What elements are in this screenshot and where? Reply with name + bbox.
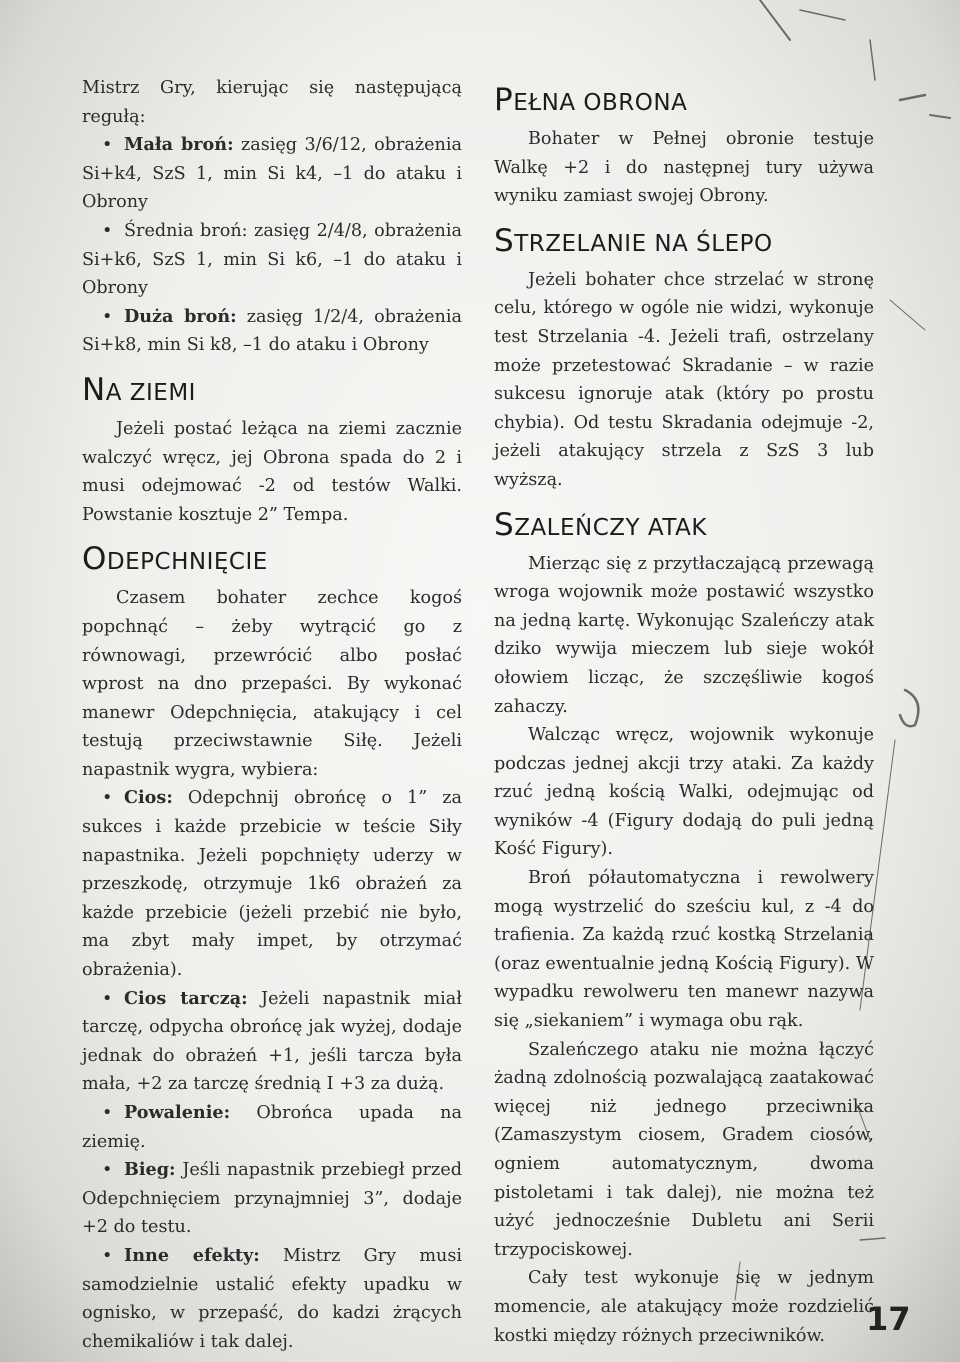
heading-initial: N: [82, 371, 106, 408]
right-column: [494, 74, 874, 1350]
item-label: Cios:: [124, 787, 173, 809]
heading-rest: EŁNA OBRONA: [513, 90, 688, 116]
heading-strzelanie: [494, 222, 874, 260]
item-label: Inne efekty:: [124, 1244, 260, 1266]
list-item: [82, 784, 462, 984]
item-label: Powalenie:: [124, 1102, 231, 1123]
heading-rest: A ZIEMI: [105, 379, 196, 406]
item-text: zasięg 3/6/12, obrażenia Si+k4, SzS 1, min Si k4, –1 do ataku i Obrony: [82, 135, 462, 213]
list-item: [82, 985, 462, 1099]
scratch-line: [900, 95, 925, 100]
item-text: Jeśli napastnik przebiegł przed Odepchnięciem przynajmniej 3”, dodaje +2 do testu.: [82, 1160, 462, 1238]
item-label: Cios tarczą:: [124, 987, 248, 1009]
heading-rest: TRZELANIE NA ŚLEPO: [514, 230, 773, 257]
heading-initial: S: [494, 506, 515, 543]
heading-rest: DEPCHNIĘCIE: [106, 549, 268, 576]
heading-odepchniecie: [82, 543, 462, 578]
szalenczy-paragraph: Broń półautomatyczna i rewolwery mogą wystrzelić do sześciu kul, z -4 do trafienia. Za każdą rzuć kostką Strzelania (oraz ewentualnie jedną Kością Figury). W wypadku rewolweru ten manewr nazywa się „siekaniem” i wymaga obu rąk.: [494, 868, 874, 1032]
heading-rest: ZALEŃCZY ATAK: [514, 514, 707, 541]
list-item: [82, 303, 462, 360]
list-item: [82, 131, 462, 217]
szalenczy-paragraph: Cały test wykonuje się w jednym momencie, ale atakujący może rozdzielić kostki między różnych przeciwników.: [494, 1268, 874, 1346]
scratch-line: [930, 115, 950, 118]
strzelanie-text: Jeżeli bohater chce strzelać w stronę celu, którego w ogóle nie widzi, wykonuje test Strzelania -4. Jeżeli trafi, ostrzelany może przetestować Skradanie – w razie sukcesu ignoruje atak (który po prostu chybia). Od testu Skradania odejmuje -2, jeżeli atakujący strzela z SzS 3 lub wyższą.: [494, 269, 874, 490]
scratch-line: [760, 0, 790, 40]
item-label: Duża broń:: [124, 305, 237, 327]
heading-initial: P: [494, 82, 514, 118]
list-item: [82, 1099, 462, 1156]
szalenczy-paragraph: Szaleńczego ataku nie można łączyć żadną zdolnością pozwalającą zaatakować więcej niż jednego przeciwnika (Zamaszystym ciosem, Gradem ciosów, ogniem automatycznym, dwoma pistoletami i tak dalej), nie można też użyć jednocześnie Dubletu ani Serii trzypociskowej.: [494, 1039, 874, 1260]
item-label: Mała broń:: [124, 134, 234, 156]
intro-text: Mistrz Gry, kierując się następującą regułą:: [82, 78, 462, 127]
bullet-icon: •: [102, 1245, 113, 1266]
bullet-icon: •: [102, 788, 113, 809]
heading-pelna-obrona: [494, 84, 874, 119]
item-text: Jeżeli napastnik miał tarczę, odpycha obrońcę jak wyżej, dodaje jednak do obrażeń +1, jeśli tarcza była mała, +2 za tarczę średnią I +3 za dużą.: [82, 988, 462, 1095]
item-text: Średnia broń: zasięg 2/4/8, obrażenia Si+k6, SzS 1, min Si k6, –1 do ataku i Obrony: [82, 220, 462, 299]
heading-initial: S: [494, 222, 515, 259]
item-label: Bieg:: [124, 1159, 176, 1181]
bullet-icon: •: [102, 988, 113, 1009]
item-text: Odepchnij obrońcę o 1” za sukces i każde przebicie w teście Siły napastnika. Jeżeli popchnięty uderzy w przeszkodę, otrzymuje 1k6 obrażeń za każde przebicie (jeżeli przebić nie było, ma zbyt mały impet, by otrzymać obrażenia).: [82, 788, 462, 981]
bullet-icon: •: [102, 220, 113, 241]
heading-initial: O: [82, 541, 107, 578]
list-item: [82, 217, 462, 303]
odepchniecie-text: Czasem bohater zechce kogoś popchnąć – żeby wytrącić go z równowagi, przewrócić albo posłać wprost na dno przepaści. By wykonać manewr Odepchnięcia, atakujący i cel testują przeciwstawnie Siłę. Jeżeli napastnik wygra, wybiera:: [82, 588, 462, 780]
left-column: [82, 74, 462, 1356]
scratch-line: [800, 10, 845, 20]
pelna-obrona-text: Bohater w Pełnej obronie testuje Walkę +2 i do następnej tury używa wyniku zamiast swojej Obrony.: [494, 129, 874, 207]
item-text: Obrońca upada na ziemię.: [82, 1103, 462, 1152]
szalenczy-paragraph: Mierząc się z przytłaczającą przewagą wroga wojownik może postawić wszystko na jedną kartę. Wykonując Szaleńczy atak dziko wywija mieczem lub sieje wokół ołowiem licząc, że szczęśliwie kogoś zahaczy.: [494, 553, 874, 717]
bullet-icon: •: [102, 135, 113, 156]
szalenczy-paragraph: Walcząc wręcz, wojownik wykonuje podczas jednej akcji trzy ataki. Za każdy rzuć jedną kością Walki, odejmując od wyników -4 (Figury dodają do puli jedną Kość Figury).: [494, 725, 874, 860]
heading-na-ziemi: [82, 371, 462, 409]
na-ziemi-text: Jeżeli postać leżąca na ziemi zacznie walczyć wręcz, jej Obrona spada do 2 i musi odejmować -2 od testów Walki. Powstanie kosztuje 2” Tempa.: [82, 418, 462, 525]
list-item: [82, 1156, 462, 1242]
item-text: zasięg 1/2/4, obrażenia Si+k8, min Si k8, –1 do ataku i Obrony: [82, 306, 462, 356]
scratch-line: [900, 690, 918, 726]
bullet-icon: •: [102, 1103, 113, 1123]
heading-szalenczy-atak: [494, 506, 874, 544]
page-number: 17: [866, 1300, 911, 1338]
bullet-icon: •: [102, 1160, 113, 1181]
item-text: Mistrz Gry musi samodzielnie ustalić efekty upadku w ognisko, w przepaść, do kadzi żrących chemikaliów i tak dalej.: [82, 1245, 462, 1352]
list-item: [82, 1242, 462, 1356]
bullet-icon: •: [102, 306, 113, 327]
scratch-line: [890, 300, 925, 330]
